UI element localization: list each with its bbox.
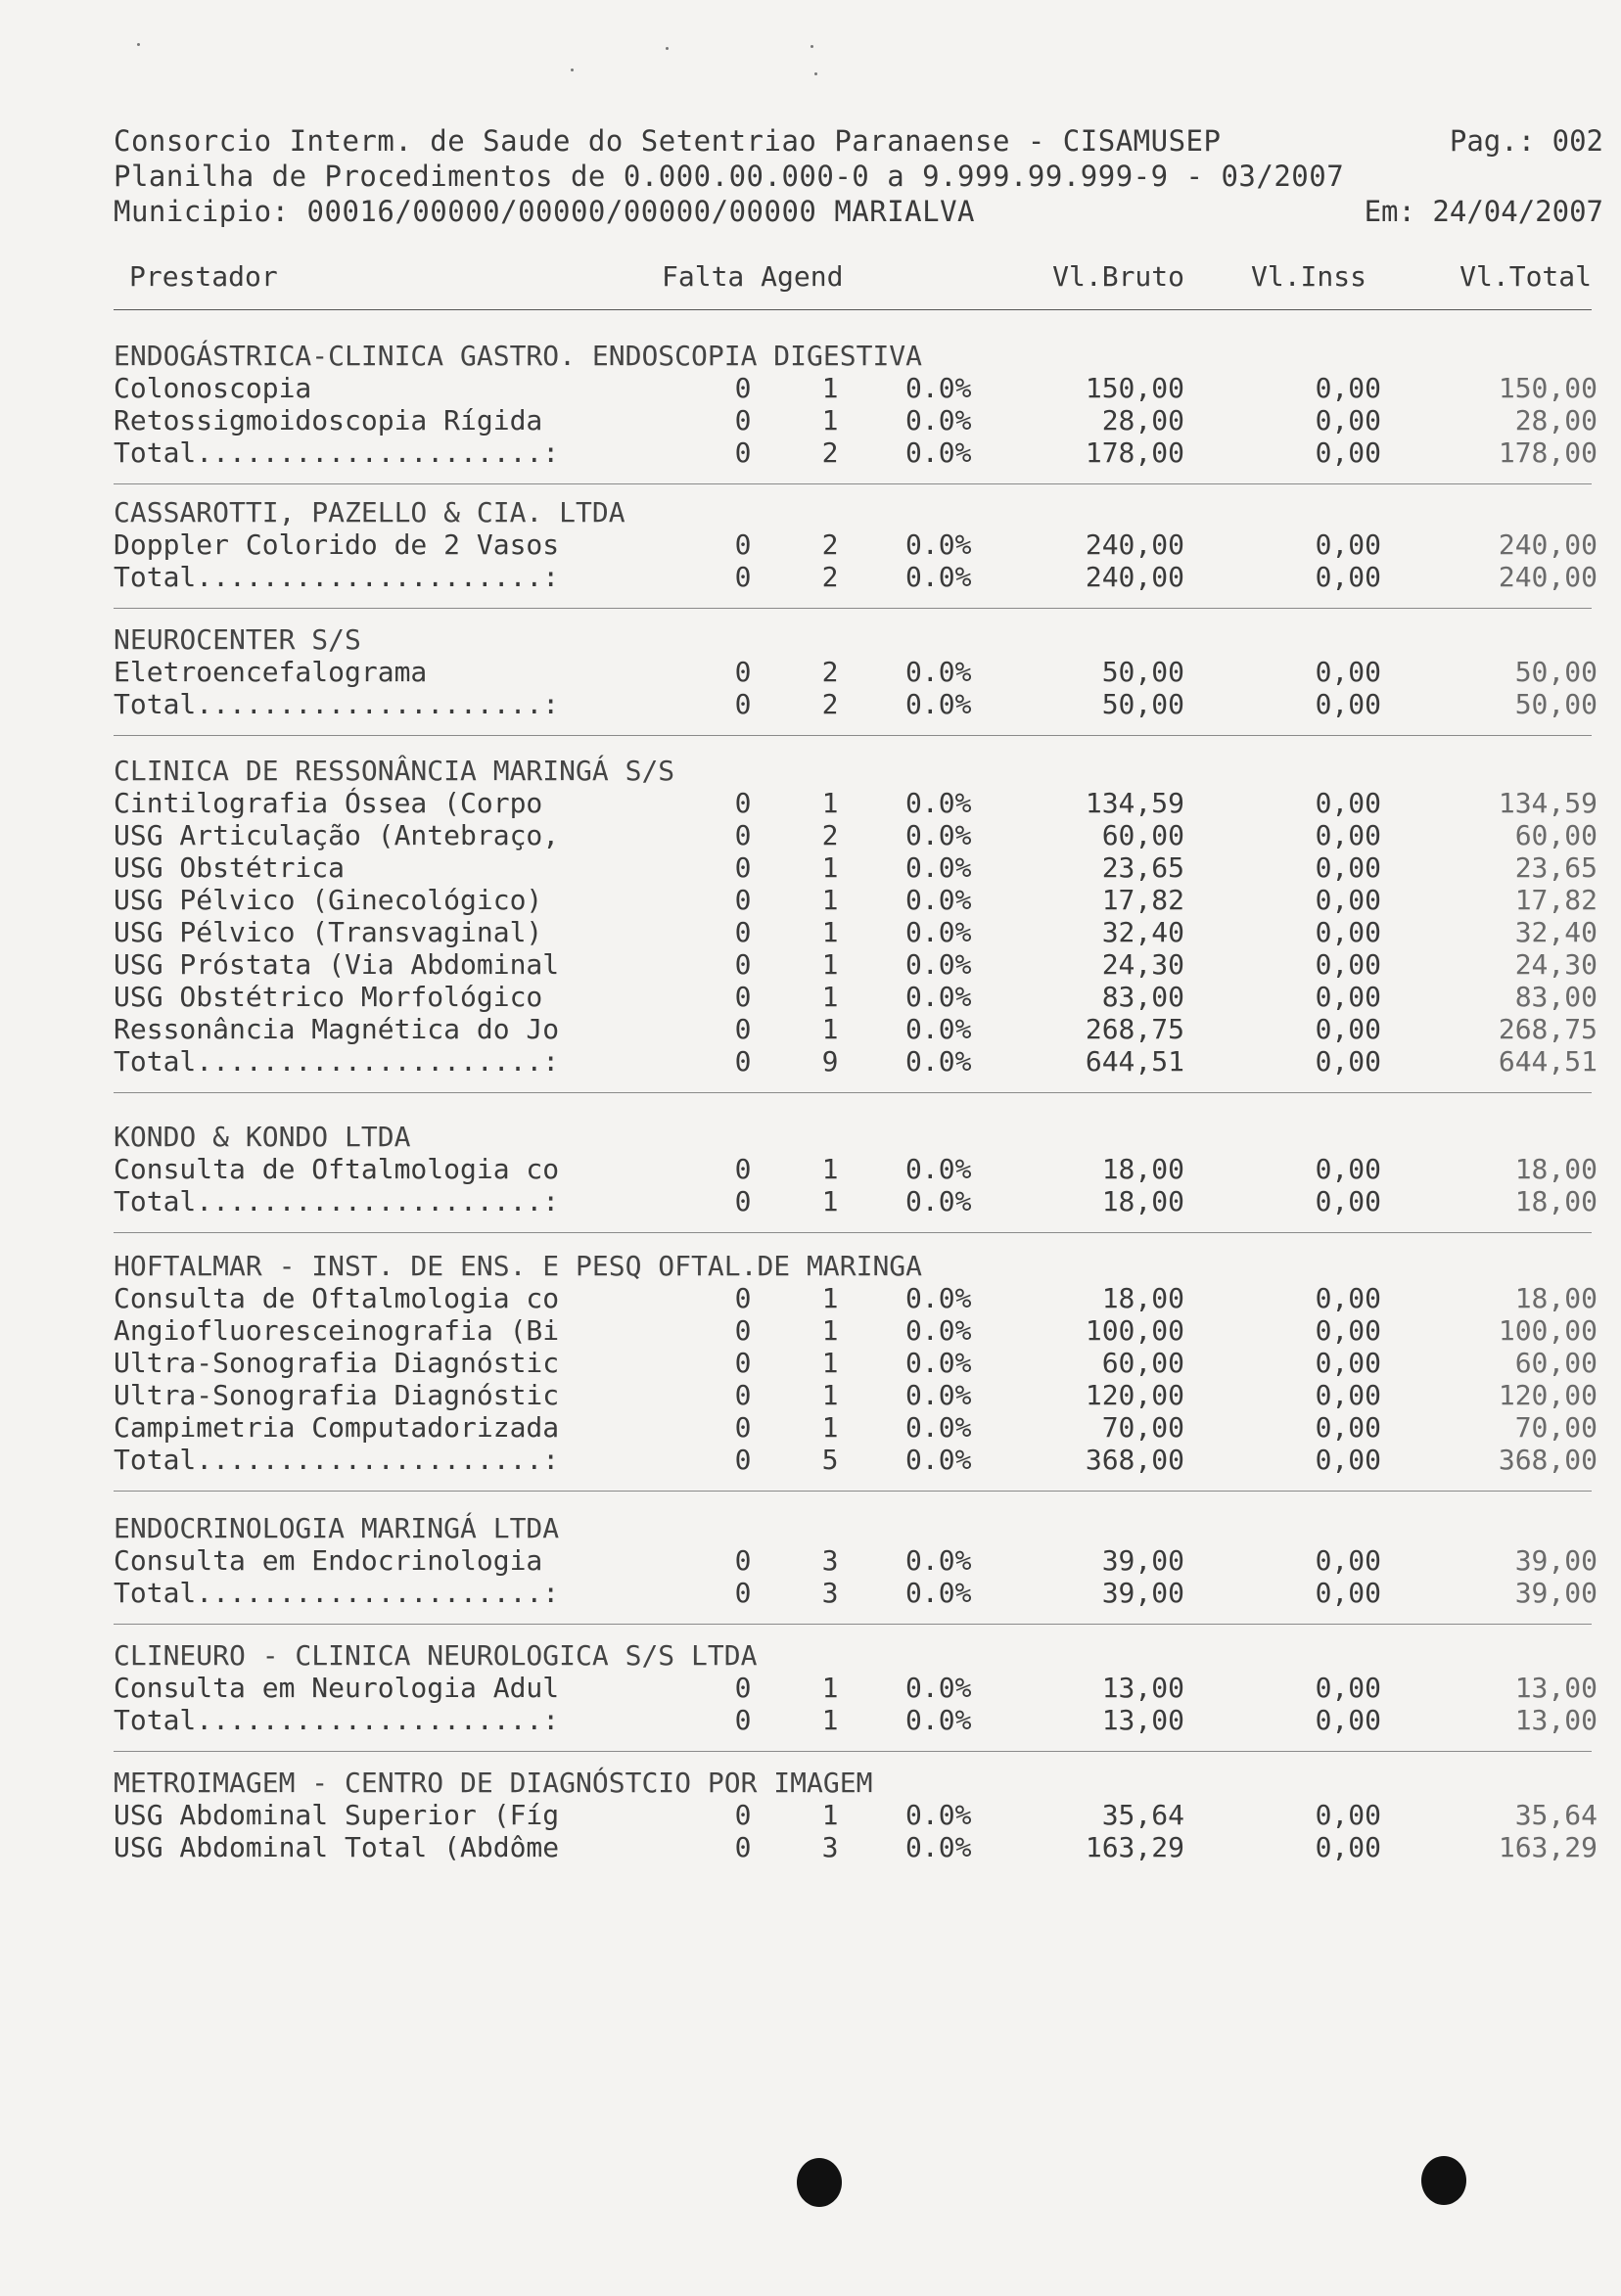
group-separator	[114, 735, 1592, 736]
provider-label: CLINEURO - CLINICA NEUROLOGICA S/S LTDA	[114, 1639, 758, 1672]
provider-name	[0, 1511, 1621, 1545]
vl-inss-cell: 0,00	[1315, 981, 1381, 1013]
vl-total-cell: 83,00	[1514, 981, 1598, 1013]
table-row	[0, 1798, 1621, 1832]
report-header	[114, 123, 1344, 229]
vl-inss-cell: 0,00	[1315, 1444, 1381, 1476]
table-row	[0, 850, 1621, 885]
vl-inss-cell: 0,00	[1315, 1577, 1381, 1609]
procedure-cell: Eletroencefalograma	[114, 656, 428, 688]
percent-cell: 0.0%	[905, 436, 972, 469]
percent-cell: 0.0%	[905, 916, 972, 948]
agend-cell: 1	[821, 404, 839, 436]
group-separator	[114, 608, 1592, 609]
vl-total-cell: 50,00	[1514, 688, 1598, 720]
agend-cell: 2	[821, 688, 839, 720]
scan-speck	[810, 45, 813, 48]
falta-cell: 0	[734, 561, 752, 593]
vl-inss-cell: 0,00	[1315, 1045, 1381, 1078]
procedure-cell: USG Abdominal Total (Abdôme	[114, 1831, 560, 1863]
report-header-right	[1365, 123, 1603, 229]
table-row	[0, 1543, 1621, 1578]
provider-label: HOFTALMAR - INST. DE ENS. E PESQ OFTAL.DE MARINGA	[114, 1250, 923, 1282]
agend-cell: 2	[821, 819, 839, 851]
percent-cell: 0.0%	[905, 787, 972, 819]
provider-label: CLINICA DE RESSONÂNCIA MARINGÁ S/S	[114, 755, 675, 787]
falta-cell: 0	[734, 1411, 752, 1444]
table-row	[0, 1346, 1621, 1380]
vl-total-cell: 60,00	[1514, 1347, 1598, 1379]
scan-speck	[137, 43, 140, 46]
vl-inss-cell: 0,00	[1315, 528, 1381, 561]
vl-inss-cell: 0,00	[1315, 948, 1381, 981]
percent-cell: 0.0%	[905, 851, 972, 884]
falta-cell: 0	[734, 948, 752, 981]
vl-total-cell: 240,00	[1498, 561, 1598, 593]
falta-cell: 0	[734, 884, 752, 916]
vl-inss-cell: 0,00	[1315, 884, 1381, 916]
vl-bruto-cell: 240,00	[1085, 561, 1184, 593]
vl-bruto-cell: 70,00	[1101, 1411, 1184, 1444]
total-row	[0, 1576, 1621, 1610]
procedure-cell: Ressonância Magnética do Jo	[114, 1013, 560, 1045]
table-row	[0, 1830, 1621, 1864]
vl-total-cell: 13,00	[1514, 1672, 1598, 1704]
vl-bruto-cell: 50,00	[1101, 656, 1184, 688]
percent-cell: 0.0%	[905, 1185, 972, 1217]
falta-cell: 0	[734, 916, 752, 948]
scan-speck	[814, 72, 817, 75]
vl-bruto-cell: 18,00	[1101, 1185, 1184, 1217]
vl-bruto-cell: 18,00	[1101, 1153, 1184, 1185]
vl-inss-cell: 0,00	[1315, 1379, 1381, 1411]
header-municipio: Municipio: 00016/00000/00000/00000/00000 MARIALVA	[114, 195, 976, 228]
provider-name	[0, 339, 1621, 373]
percent-cell: 0.0%	[905, 981, 972, 1013]
vl-total-cell: 28,00	[1514, 404, 1598, 436]
agend-cell: 1	[821, 1799, 839, 1831]
punch-hole-left	[797, 2158, 842, 2207]
falta-cell: 0	[734, 1831, 752, 1863]
vl-bruto-cell: 268,75	[1085, 1013, 1184, 1045]
total-row	[0, 560, 1621, 594]
falta-cell: 0	[734, 1045, 752, 1078]
falta-cell: 0	[734, 404, 752, 436]
group-separator	[114, 1491, 1592, 1492]
falta-cell: 0	[734, 1672, 752, 1704]
vl-inss-cell: 0,00	[1315, 787, 1381, 819]
percent-cell: 0.0%	[905, 819, 972, 851]
agend-cell: 1	[821, 1314, 839, 1347]
provider-label: KONDO & KONDO LTDA	[114, 1121, 411, 1153]
vl-total-cell: 17,82	[1514, 884, 1598, 916]
table-row	[0, 403, 1621, 437]
vl-inss-cell: 0,00	[1315, 1347, 1381, 1379]
provider-label: METROIMAGEM - CENTRO DE DIAGNÓSTCIO POR IMAGEM	[114, 1767, 873, 1799]
vl-inss-cell: 0,00	[1315, 851, 1381, 884]
percent-cell: 0.0%	[905, 1379, 972, 1411]
procedure-cell: Total.....................:	[114, 1045, 560, 1078]
header-rule	[114, 309, 1592, 310]
provider-name	[0, 495, 1621, 529]
procedure-cell: USG Próstata (Via Abdominal	[114, 948, 560, 981]
procedure-cell: Colonoscopia	[114, 372, 312, 404]
falta-cell: 0	[734, 1704, 752, 1736]
table-row	[0, 947, 1621, 982]
procedure-cell: Consulta em Endocrinologia	[114, 1544, 543, 1577]
falta-cell: 0	[734, 372, 752, 404]
table-row	[0, 1410, 1621, 1445]
vl-bruto-cell: 17,82	[1101, 884, 1184, 916]
vl-bruto-cell: 35,64	[1101, 1799, 1184, 1831]
falta-cell: 0	[734, 981, 752, 1013]
vl-bruto-cell: 60,00	[1101, 1347, 1184, 1379]
vl-total-cell: 120,00	[1498, 1379, 1598, 1411]
header-subtitle: Planilha de Procedimentos de 0.000.00.000-0 a 9.999.99.999-9 - 03/2007	[114, 160, 1345, 193]
vl-bruto-cell: 39,00	[1101, 1544, 1184, 1577]
provider-name	[0, 754, 1621, 788]
percent-cell: 0.0%	[905, 1544, 972, 1577]
vl-total-cell: 13,00	[1514, 1704, 1598, 1736]
vl-inss-cell: 0,00	[1315, 1185, 1381, 1217]
vl-bruto-cell: 83,00	[1101, 981, 1184, 1013]
vl-total-cell: 178,00	[1498, 436, 1598, 469]
vl-inss-cell: 0,00	[1315, 916, 1381, 948]
vl-inss-cell: 0,00	[1315, 1282, 1381, 1314]
vl-total-cell: 18,00	[1514, 1282, 1598, 1314]
table-row	[0, 980, 1621, 1014]
vl-bruto-cell: 100,00	[1085, 1314, 1184, 1347]
falta-cell: 0	[734, 688, 752, 720]
procedure-cell: Cintilografia Óssea (Corpo	[114, 787, 543, 819]
falta-cell: 0	[734, 1282, 752, 1314]
vl-total-cell: 70,00	[1514, 1411, 1598, 1444]
scan-speck	[571, 69, 574, 71]
vl-total-cell: 39,00	[1514, 1544, 1598, 1577]
vl-bruto-cell: 134,59	[1085, 787, 1184, 819]
agend-cell: 1	[821, 1282, 839, 1314]
vl-total-cell: 268,75	[1498, 1013, 1598, 1045]
falta-cell: 0	[734, 528, 752, 561]
vl-total-cell: 644,51	[1498, 1045, 1598, 1078]
percent-cell: 0.0%	[905, 1314, 972, 1347]
agend-cell: 3	[821, 1577, 839, 1609]
procedure-cell: USG Obstétrico Morfológico	[114, 981, 543, 1013]
provider-label: ENDOGÁSTRICA-CLINICA GASTRO. ENDOSCOPIA DIGESTIVA	[114, 340, 923, 372]
table-row	[0, 1281, 1621, 1315]
table-row	[0, 1671, 1621, 1705]
vl-inss-cell: 0,00	[1315, 436, 1381, 469]
vl-bruto-cell: 178,00	[1085, 436, 1184, 469]
agend-cell: 9	[821, 1045, 839, 1078]
percent-cell: 0.0%	[905, 1013, 972, 1045]
percent-cell: 0.0%	[905, 884, 972, 916]
falta-cell: 0	[734, 1013, 752, 1045]
procedure-cell: Total.....................:	[114, 688, 560, 720]
table-row	[0, 1378, 1621, 1412]
table-row	[0, 915, 1621, 949]
falta-cell: 0	[734, 1379, 752, 1411]
vl-total-cell: 18,00	[1514, 1185, 1598, 1217]
procedure-cell: USG Pélvico (Transvaginal)	[114, 916, 543, 948]
percent-cell: 0.0%	[905, 948, 972, 981]
procedure-cell: USG Articulação (Antebraço,	[114, 819, 560, 851]
falta-cell: 0	[734, 1577, 752, 1609]
agend-cell: 1	[821, 851, 839, 884]
group-separator	[114, 1751, 1592, 1752]
vl-inss-cell: 0,00	[1315, 1704, 1381, 1736]
total-row	[0, 687, 1621, 721]
total-row	[0, 1443, 1621, 1477]
table-row	[0, 528, 1621, 562]
vl-bruto-cell: 163,29	[1085, 1831, 1184, 1863]
vl-bruto-cell: 24,30	[1101, 948, 1184, 981]
agend-cell: 1	[821, 981, 839, 1013]
agend-cell: 2	[821, 436, 839, 469]
falta-cell: 0	[734, 851, 752, 884]
provider-label: CASSAROTTI, PAZELLO & CIA. LTDA	[114, 496, 625, 528]
falta-cell: 0	[734, 1444, 752, 1476]
vl-inss-cell: 0,00	[1315, 1831, 1381, 1863]
column-header-vl-inss: Vl.Inss	[1250, 260, 1366, 293]
provider-name	[0, 1249, 1621, 1283]
vl-bruto-cell: 150,00	[1085, 372, 1184, 404]
table-row	[0, 818, 1621, 852]
agend-cell: 1	[821, 1013, 839, 1045]
agend-cell: 1	[821, 948, 839, 981]
agend-cell: 1	[821, 884, 839, 916]
vl-inss-cell: 0,00	[1315, 1153, 1381, 1185]
agend-cell: 3	[821, 1831, 839, 1863]
agend-cell: 1	[821, 1347, 839, 1379]
agend-cell: 1	[821, 1153, 839, 1185]
group-separator	[114, 483, 1592, 484]
falta-cell: 0	[734, 787, 752, 819]
vl-total-cell: 150,00	[1498, 372, 1598, 404]
percent-cell: 0.0%	[905, 561, 972, 593]
vl-total-cell: 32,40	[1514, 916, 1598, 948]
vl-inss-cell: 0,00	[1315, 1411, 1381, 1444]
procedure-cell: Consulta de Oftalmologia co	[114, 1282, 560, 1314]
table-row	[0, 655, 1621, 689]
vl-bruto-cell: 13,00	[1101, 1704, 1184, 1736]
vl-bruto-cell: 32,40	[1101, 916, 1184, 948]
vl-total-cell: 50,00	[1514, 656, 1598, 688]
procedure-cell: Doppler Colorido de 2 Vasos	[114, 528, 560, 561]
percent-cell: 0.0%	[905, 1831, 972, 1863]
procedure-cell: Total.....................:	[114, 1577, 560, 1609]
procedure-cell: Ultra-Sonografia Diagnóstic	[114, 1347, 560, 1379]
vl-total-cell: 35,64	[1514, 1799, 1598, 1831]
percent-cell: 0.0%	[905, 404, 972, 436]
column-headers	[0, 260, 1621, 299]
vl-bruto-cell: 39,00	[1101, 1577, 1184, 1609]
provider-name	[0, 1120, 1621, 1154]
vl-bruto-cell: 28,00	[1101, 404, 1184, 436]
vl-total-cell: 368,00	[1498, 1444, 1598, 1476]
total-row	[0, 1044, 1621, 1079]
report-date: Em: 24/04/2007	[1364, 195, 1603, 228]
percent-cell: 0.0%	[905, 1672, 972, 1704]
agend-cell: 1	[821, 1379, 839, 1411]
falta-cell: 0	[734, 1153, 752, 1185]
agend-cell: 1	[821, 1411, 839, 1444]
percent-cell: 0.0%	[905, 1704, 972, 1736]
header-title: Consorcio Interm. de Saude do Setentriao Paranaense - CISAMUSEP	[114, 124, 1222, 158]
percent-cell: 0.0%	[905, 1153, 972, 1185]
vl-bruto-cell: 368,00	[1085, 1444, 1184, 1476]
percent-cell: 0.0%	[905, 1282, 972, 1314]
vl-bruto-cell: 240,00	[1085, 528, 1184, 561]
agend-cell: 2	[821, 561, 839, 593]
vl-inss-cell: 0,00	[1315, 1314, 1381, 1347]
column-header-vl-bruto: Vl.Bruto	[1052, 260, 1184, 293]
falta-cell: 0	[734, 1347, 752, 1379]
vl-inss-cell: 0,00	[1315, 688, 1381, 720]
procedure-cell: Campimetria Computadorizada	[114, 1411, 560, 1444]
vl-total-cell: 163,29	[1498, 1831, 1598, 1863]
vl-total-cell: 100,00	[1498, 1314, 1598, 1347]
agend-cell: 1	[821, 372, 839, 404]
table-row	[0, 786, 1621, 820]
group-separator	[114, 1624, 1592, 1625]
procedure-cell: Consulta de Oftalmologia co	[114, 1153, 560, 1185]
percent-cell: 0.0%	[905, 688, 972, 720]
vl-inss-cell: 0,00	[1315, 372, 1381, 404]
procedure-cell: USG Pélvico (Ginecológico)	[114, 884, 543, 916]
agend-cell: 2	[821, 528, 839, 561]
procedure-cell: Total.....................:	[114, 1704, 560, 1736]
punch-hole-right	[1421, 2156, 1466, 2205]
total-row	[0, 1703, 1621, 1737]
percent-cell: 0.0%	[905, 1799, 972, 1831]
provider-name	[0, 1766, 1621, 1800]
falta-cell: 0	[734, 656, 752, 688]
procedure-cell: USG Abdominal Superior (Fíg	[114, 1799, 560, 1831]
percent-cell: 0.0%	[905, 1347, 972, 1379]
column-header-vl-total: Vl.Total	[1459, 260, 1592, 293]
procedure-cell: Total.....................:	[114, 1444, 560, 1476]
column-header-prestador: Prestador	[129, 260, 278, 293]
procedure-cell: USG Obstétrica	[114, 851, 346, 884]
vl-bruto-cell: 18,00	[1101, 1282, 1184, 1314]
table-row	[0, 883, 1621, 917]
agend-cell: 1	[821, 787, 839, 819]
agend-cell: 1	[821, 1672, 839, 1704]
vl-total-cell: 134,59	[1498, 787, 1598, 819]
agend-cell: 3	[821, 1544, 839, 1577]
provider-name	[0, 1638, 1621, 1673]
total-row	[0, 1184, 1621, 1218]
vl-inss-cell: 0,00	[1315, 1799, 1381, 1831]
table-row	[0, 1012, 1621, 1046]
vl-bruto-cell: 23,65	[1101, 851, 1184, 884]
vl-bruto-cell: 120,00	[1085, 1379, 1184, 1411]
vl-total-cell: 39,00	[1514, 1577, 1598, 1609]
percent-cell: 0.0%	[905, 1444, 972, 1476]
percent-cell: 0.0%	[905, 1045, 972, 1078]
falta-cell: 0	[734, 436, 752, 469]
falta-cell: 0	[734, 1314, 752, 1347]
provider-name	[0, 622, 1621, 657]
falta-cell: 0	[734, 819, 752, 851]
percent-cell: 0.0%	[905, 1411, 972, 1444]
procedure-cell: Consulta em Neurologia Adul	[114, 1672, 560, 1704]
vl-inss-cell: 0,00	[1315, 561, 1381, 593]
vl-bruto-cell: 60,00	[1101, 819, 1184, 851]
procedure-cell: Total.....................:	[114, 561, 560, 593]
falta-cell: 0	[734, 1185, 752, 1217]
vl-bruto-cell: 50,00	[1101, 688, 1184, 720]
vl-total-cell: 23,65	[1514, 851, 1598, 884]
procedure-cell: Total.....................:	[114, 436, 560, 469]
total-row	[0, 436, 1621, 470]
vl-total-cell: 240,00	[1498, 528, 1598, 561]
percent-cell: 0.0%	[905, 372, 972, 404]
agend-cell: 5	[821, 1444, 839, 1476]
page-number: Pag.: 002	[1449, 124, 1603, 158]
procedure-cell: Ultra-Sonografia Diagnóstic	[114, 1379, 560, 1411]
column-header-falta-agend: Falta Agend	[662, 260, 844, 293]
scan-speck	[666, 47, 669, 50]
procedure-cell: Angiofluoresceinografia (Bi	[114, 1314, 560, 1347]
vl-total-cell: 18,00	[1514, 1153, 1598, 1185]
vl-inss-cell: 0,00	[1315, 1672, 1381, 1704]
table-row	[0, 1152, 1621, 1186]
procedure-cell: Total.....................:	[114, 1185, 560, 1217]
vl-inss-cell: 0,00	[1315, 656, 1381, 688]
percent-cell: 0.0%	[905, 656, 972, 688]
provider-label: NEUROCENTER S/S	[114, 623, 361, 656]
falta-cell: 0	[734, 1799, 752, 1831]
falta-cell: 0	[734, 1544, 752, 1577]
vl-inss-cell: 0,00	[1315, 1544, 1381, 1577]
percent-cell: 0.0%	[905, 1577, 972, 1609]
vl-inss-cell: 0,00	[1315, 819, 1381, 851]
vl-total-cell: 24,30	[1514, 948, 1598, 981]
table-row	[0, 371, 1621, 405]
agend-cell: 1	[821, 916, 839, 948]
percent-cell: 0.0%	[905, 528, 972, 561]
group-separator	[114, 1092, 1592, 1093]
vl-total-cell: 60,00	[1514, 819, 1598, 851]
table-row	[0, 1313, 1621, 1348]
provider-label: ENDOCRINOLOGIA MARINGÁ LTDA	[114, 1512, 560, 1544]
procedure-cell: Retossigmoidoscopia Rígida	[114, 404, 543, 436]
agend-cell: 1	[821, 1185, 839, 1217]
vl-inss-cell: 0,00	[1315, 404, 1381, 436]
vl-inss-cell: 0,00	[1315, 1013, 1381, 1045]
group-separator	[114, 1232, 1592, 1233]
agend-cell: 1	[821, 1704, 839, 1736]
vl-bruto-cell: 644,51	[1085, 1045, 1184, 1078]
vl-bruto-cell: 13,00	[1101, 1672, 1184, 1704]
agend-cell: 2	[821, 656, 839, 688]
